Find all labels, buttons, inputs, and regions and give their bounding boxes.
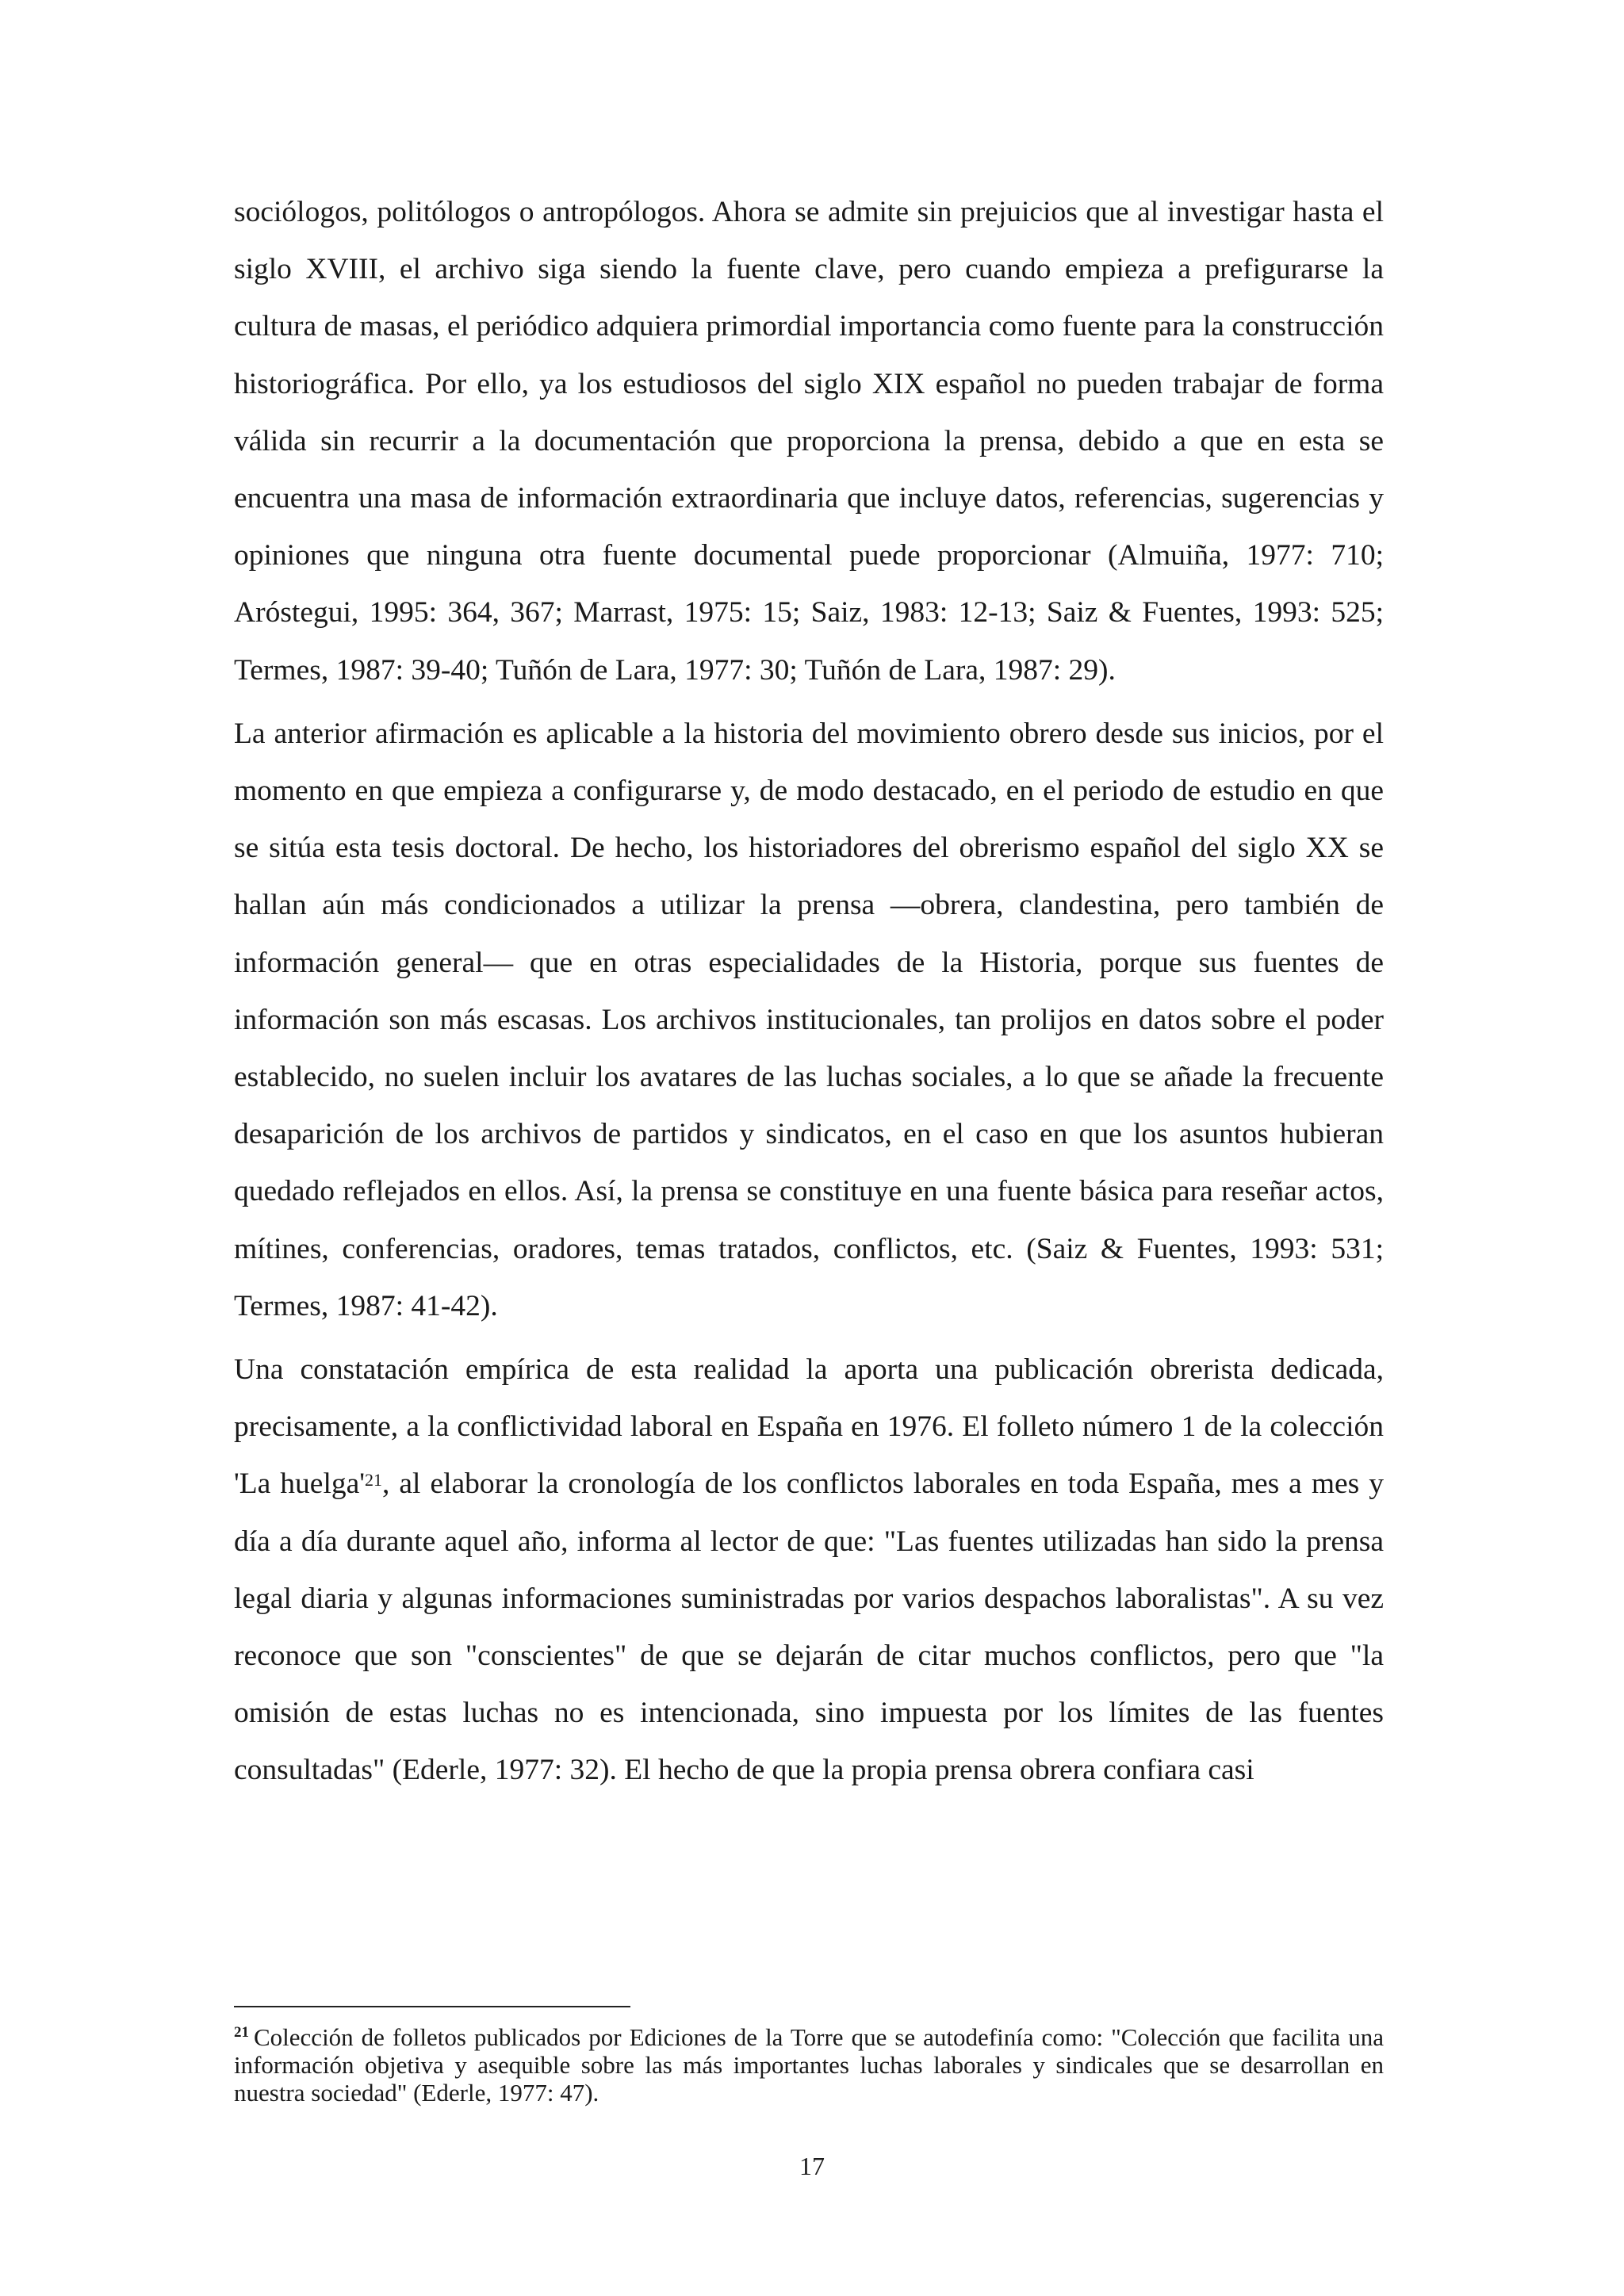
paragraph-1: sociólogos, politólogos o antropólogos. Ahora se admite sin prejuicios que al investigar hasta el siglo XVIII, el archivo siga siendo la fuente clave, pero cuando empieza a prefigurarse la cultura de masas, el periódico adquiera primordial importancia como fuente para la construcción historiográfica. Por ello, ya los estudiosos del siglo XIX español no pueden trabajar de forma válida sin recurrir a la documentación que proporciona la prensa, debido a que en esta se encuentra una masa de información extraordinaria que incluye datos, referencias, sugerencias y opiniones que ninguna otra fuente documental puede proporcionar (Almuiña, 1977: 710; Aróstegui, 1995: 364, 367; Marrast, 1975: 15; Saiz, 1983: 12-13; Saiz & Fuentes, 1993: 525; Termes, 1987: 39-40; Tuñón de Lara, 1977: 30; Tuñón de Lara, 1987: 29). xyxy=(234,196,1384,687)
paragraph-2: La anterior afirmación es aplicable a la historia del movimiento obrero desde sus inicios, por el momento en que empieza a configurarse y, de modo destacado, en el periodo de estudio en que se sitúa esta tesis doctoral. De hecho, los historiadores del obrerismo español del siglo XX se hallan aún más condicionados a utilizar la prensa —obrera, clandestina, pero también de información general— que en otras especialidades de la Historia, porque sus fuentes de información son más escasas. Los archivos institucionales, tan prolijos en datos sobre el poder establecido, no suelen incluir los avatares de las luchas sociales, a lo que se añade la frecuente desaparición de los archivos de partidos y sindicatos, en el caso en que los asuntos hubieran quedado reflejados en ellos. Así, la prensa se constituye en una fuente básica para reseñar actos, mítines, conferencias, oradores, temas tratados, conflictos, etc. (Saiz & Fuentes, 1993: 531; Termes, 1987: 41-42). xyxy=(234,717,1384,1322)
page-number: 17 xyxy=(799,2152,825,2180)
body-text xyxy=(234,184,1384,1806)
paragraph-3 xyxy=(234,1341,1384,1800)
footnote xyxy=(234,2023,1384,2107)
footnote-reference-marker: 21 xyxy=(365,1469,383,1490)
footnote-separator xyxy=(234,2006,630,2007)
paragraph-3-text-after-ref: , al elaborar la cronología de los conflictos laborales en toda España, mes a mes y día a día durante aquel año, informa al lector de que: "Las fuentes utilizadas han sido la prensa legal diaria y algunas informaciones suministradas por varios despachos laboralistas". A su vez reconoce que son "conscientes" de que se dejarán de citar muchos conflictos, pero que "la omisión de estas luchas no es intencionada, sino impuesta por los límites de las fuentes consultadas" (Ederle, 1977: 32). El hecho de que la propia prensa obrera confiara casi xyxy=(234,1468,1384,1787)
footnote-text: Colección de folletos publicados por Ediciones de la Torre que se autodefinía como: "Colección que facilita una información objetiva y asequible sobre las más importantes luchas laborales y sindicales que se desarrollan en nuestra sociedad" (Ederle, 1977: 47). xyxy=(234,2023,1384,2107)
paragraph-3-text-before-ref: Una constatación empírica de esta realidad la aporta una publicación obrerista dedicada, precisamente, a la conflictividad laboral en España en 1976. El folleto número 1 de la colección 'La huelga' xyxy=(234,1353,1384,1501)
footnote-number: 21 xyxy=(234,2023,249,2041)
